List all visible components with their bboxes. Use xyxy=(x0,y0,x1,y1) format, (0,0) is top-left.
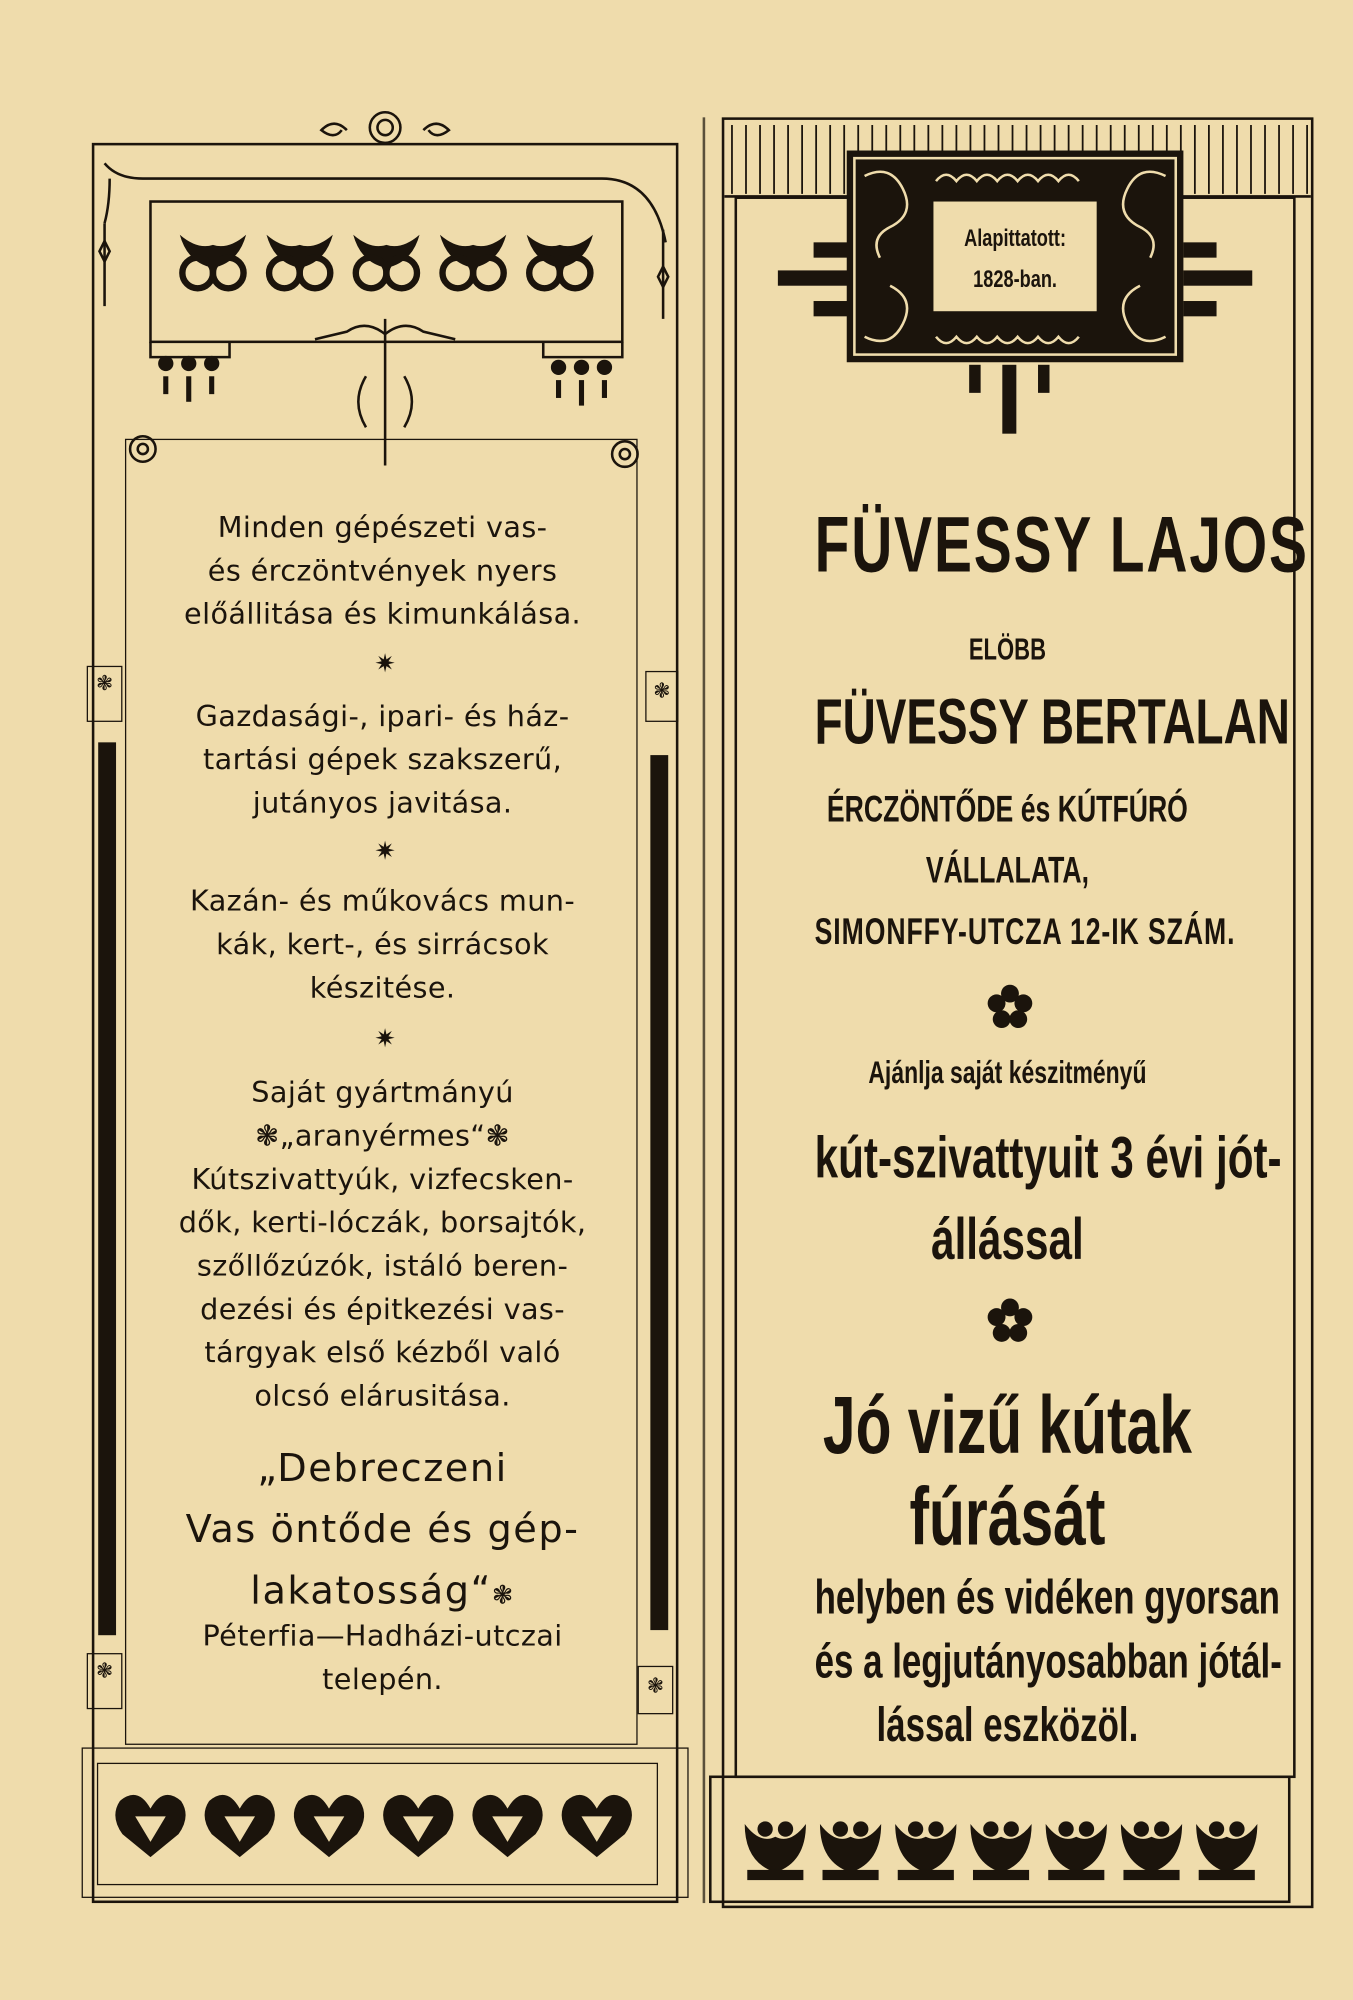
column-divider xyxy=(703,117,705,1903)
bar-ornament xyxy=(814,301,850,316)
paragraph-metal-castings xyxy=(153,506,612,636)
right-column-bar xyxy=(650,755,668,1630)
company-address xyxy=(153,1615,612,1702)
text-line: jutányos javitása. xyxy=(252,786,513,821)
established-text xyxy=(954,219,1076,301)
service-text xyxy=(814,1566,1282,1757)
text-line: dők, kerti-lóczák, borsajtók, xyxy=(178,1206,587,1240)
text-line: tartási gépek szakszerű, xyxy=(202,743,563,777)
bar-ornament xyxy=(969,365,980,393)
text-line: Kútszivattyúk, vizfecsken- xyxy=(191,1163,574,1197)
text-line: Gazdasági-, ipari- és ház- xyxy=(195,700,570,734)
bar-ornament xyxy=(1038,365,1049,393)
company-name-end: lakatosság“ xyxy=(250,1568,492,1614)
right-footer-ornament xyxy=(722,1791,1283,1893)
flower-icon xyxy=(984,982,1035,1033)
rosette-icon: ❃ xyxy=(96,670,114,696)
text-line: előállitása és kimunkálása. xyxy=(184,598,582,632)
text-line: „Debreczeni xyxy=(257,1446,508,1492)
bar-ornament xyxy=(1183,242,1216,257)
bar-ornament xyxy=(1002,365,1016,434)
text-line: Vas öntőde és gép- xyxy=(185,1507,580,1553)
separator-star-icon: ✷ xyxy=(374,835,396,867)
text-line: készitése. xyxy=(309,971,456,1006)
paragraph-smithing xyxy=(153,880,612,1010)
award-text: „aranyérmes“ xyxy=(279,1119,486,1154)
left-scroll-ornaments xyxy=(122,429,645,480)
rosette-icon: ❃ xyxy=(646,1673,665,1698)
text-line: dezési és épitkezési vas- xyxy=(200,1293,565,1327)
award-line xyxy=(153,1115,612,1158)
business-line-1: ÉRCZÖNTŐDE és KÚTFÚRÓ xyxy=(826,789,1188,831)
left-column-bar xyxy=(98,742,116,1635)
rosette-icon: ❃ xyxy=(255,1119,280,1154)
flower-icon xyxy=(984,1296,1035,1347)
bar-ornament xyxy=(1183,270,1252,285)
established-label: Alapittatott: xyxy=(964,225,1067,253)
text-line: helyben és vidéken gyorsan xyxy=(814,1571,1281,1625)
rosette-icon: ❃ xyxy=(96,1658,114,1683)
text-line: Péterfia—Hadházi-utczai xyxy=(202,1619,563,1654)
text-line: olcsó elárusitása. xyxy=(254,1380,511,1414)
paragraph-own-products xyxy=(153,1071,612,1418)
formerly-label: ELÖBB xyxy=(968,632,1046,668)
company-name xyxy=(153,1439,612,1625)
text-line: lással eszközöl. xyxy=(876,1698,1139,1753)
pumps-line-2: állással xyxy=(931,1205,1084,1272)
paragraph-machine-repair xyxy=(153,695,612,825)
text-line: kák, kert-, és sirrácsok xyxy=(216,928,549,962)
left-footer-ornament xyxy=(102,1776,653,1873)
text-line: telepén. xyxy=(322,1663,443,1697)
rosette-icon: ❃ xyxy=(653,678,671,703)
pumps-line-1: kút-szivattyuit 3 évi jót- xyxy=(814,1123,1282,1191)
text-line: tárgyak első kézből való xyxy=(204,1336,561,1370)
left-header-ornament xyxy=(92,102,679,485)
business-line-2: VÁLLALATA, xyxy=(925,850,1090,892)
owner-name: FÜVESSY LAJOS xyxy=(814,501,1309,590)
text-line: Minden gépészeti vas- xyxy=(217,511,548,545)
text-line: Saját gyártmányú xyxy=(251,1076,514,1110)
bar-ornament xyxy=(814,242,850,257)
bar-ornament xyxy=(1183,301,1216,316)
text-line: szőllőzúzók, istáló beren- xyxy=(196,1249,569,1284)
text-line: és a legjutányosabban jótál- xyxy=(814,1635,1282,1689)
street-address: SIMONFFY-UTCZA 12-IK SZÁM. xyxy=(814,911,1236,953)
rosette-icon: ❃ xyxy=(485,1119,510,1154)
former-name: FÜVESSY BERTALAN xyxy=(814,686,1290,758)
separator-star-icon: ✷ xyxy=(374,1022,396,1054)
rosette-icon: ❃ xyxy=(491,1579,515,1610)
text-line: Kazán- és műkovács mun- xyxy=(190,885,576,919)
separator-star-icon: ✷ xyxy=(374,647,396,679)
established-year: 1828-ban. xyxy=(973,266,1057,294)
recommends-text: Ajánlja saját készitményű xyxy=(868,1054,1147,1091)
bar-ornament xyxy=(778,270,849,285)
wells-line-2: fúrását xyxy=(909,1470,1106,1563)
wells-line-1: Jó vizű kútak xyxy=(822,1378,1192,1471)
text-line: és érczöntvények nyers xyxy=(207,554,558,589)
